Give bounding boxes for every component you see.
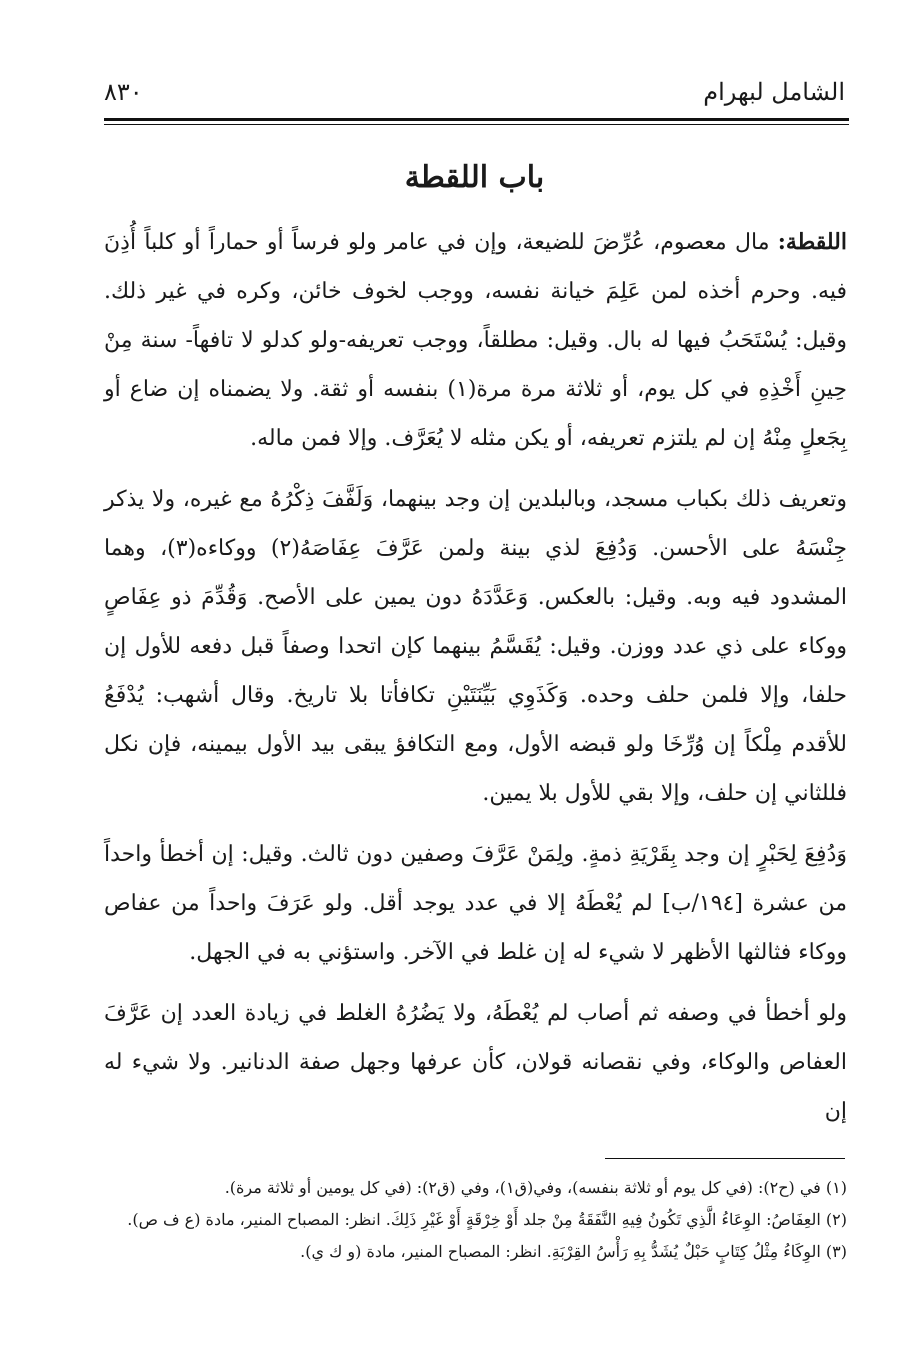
body-text	[104, 218, 847, 1148]
paragraph-1	[104, 218, 847, 463]
footnote-3: (٣) الوِكَاءُ مِثْلُ كِتَابٍ حَبْلٌ يُشَدُّ بِهِ رَأْسُ القِرْبَةِ. انظر: المصباح المنير، مادة (و ك ي).	[300, 1242, 847, 1261]
paragraph-term: اللقطة:	[777, 229, 847, 255]
paragraph-text: وتعريف ذلك بكباب مسجد، وبالبلدين إن وجد بينهما، وَلَفَّفَ ذِكْرُهُ مع غيره، ولا يذكر جِنْسَهُ على الأحسن. وَدُفِعَ لذي بينة ولمن عَرَّفَ عِفَاصَهُ(٢) ووكاءه(٣)، وهما المشدود فيه وبه. وقيل: بالعكس. وَعَدَّدَهُ دون يمين على الأصح. وَقُدِّمَ ذو عِفَاصٍ ووكاء على ذي عدد ووزن. وقيل: يُقَسَّمُ بينهما كإن اتحدا وصفاً قبل دفعه للأول إن حلفا، وإلا فلمن حلف وحده. وَكَذَوِي بَيِّنَتَيْنِ تكافأتا بلا تاريخ. وقال أشهب: يُدْفَعُ للأقدم مِلْكاً إن وُرِّخَا ولو قبضه الأول، ومع التكافؤ يبقى بيد الأول بيمينه، فإن نكل فللثاني إن حلف، وإلا بقي للأول بلا يمين.	[104, 487, 847, 806]
paragraph-3	[104, 830, 847, 977]
footnote-separator	[605, 1158, 845, 1159]
paragraph-text: وَدُفِعَ لِحَبْرٍ إن وجد بِقَرْيَةِ ذمةٍ. ولِمَنْ عَرَّفَ وصفين دون ثالث. وقيل: إن أخطأ واحداً من عشرة [١٩٤/ب] لم يُعْطَهُ إلا في عدد يوجد أقل. ولو عَرَفَ واحداً من عفاص ووكاء فثالثها الأظهر لا شيء له إن غلط في الآخر. واستؤني به في الجهل.	[104, 842, 847, 965]
paragraph-text: مال معصوم، عُرِّضَ للضيعة، وإن في عامر ولو فرساً أو حماراً أو كلباً أُذِنَ فيه. وحرم أخذه لمن عَلِمَ خيانة نفسه، ووجب لخوف خائن، وكره في غير ذلك. وقيل: يُسْتَحَبُ فيها له بال. وقيل: مطلقاً، ووجب تعريفه-ولو كدلو لا تافهاً- سنة مِنْ حِينِ أَخْذِهِ في كل يوم، أو ثلاثة مرة مرة(١) بنفسه أو ثقة. ولا يضمناه إن ضاع أو بِجَعلٍ مِنْهُ إن لم يلتزم تعريفه، أو يكن مثله لا يُعَرَّف. وإلا فمن ماله.	[104, 230, 847, 451]
paragraph-2	[104, 475, 847, 818]
paragraph-4	[104, 989, 847, 1136]
paragraph-text: ولو أخطأ في وصفه ثم أصاب لم يُعْطَهُ، ولا يَضُرُهُ الغلط في زيادة العدد إن عَرَّفَ العفاص والوكاء، وفي نقصانه قولان، كأن عرفها وجهل صفة الدنانير. ولا شيء له إن	[104, 1001, 847, 1124]
running-header	[104, 72, 845, 112]
book-title: الشامل لبهرام	[703, 78, 845, 106]
page-number: ٨٣٠	[104, 78, 143, 106]
footnotes	[104, 1172, 847, 1268]
footnote-2: (٢) العِفَاصُ: الوِعَاءُ الَّذِي تَكُونُ فِيهِ النَّفَقَةُ مِنْ جلد أَوْ خِرْقَةٍ أَوْ غَيْرِ ذَلِكَ. انظر: المصباح المنير، مادة (ع ف ص).	[127, 1210, 847, 1229]
footnote-1: (١) في (ح٢): (في كل يوم أو ثلاثة بنفسه)، وفي(ق١)، وفي (ق٢): (في كل يومين أو ثلاثة مرة).	[224, 1178, 847, 1197]
header-rule-thin	[104, 124, 849, 125]
chapter-title: باب اللقطة	[404, 160, 545, 195]
header-rule-thick	[104, 118, 849, 121]
